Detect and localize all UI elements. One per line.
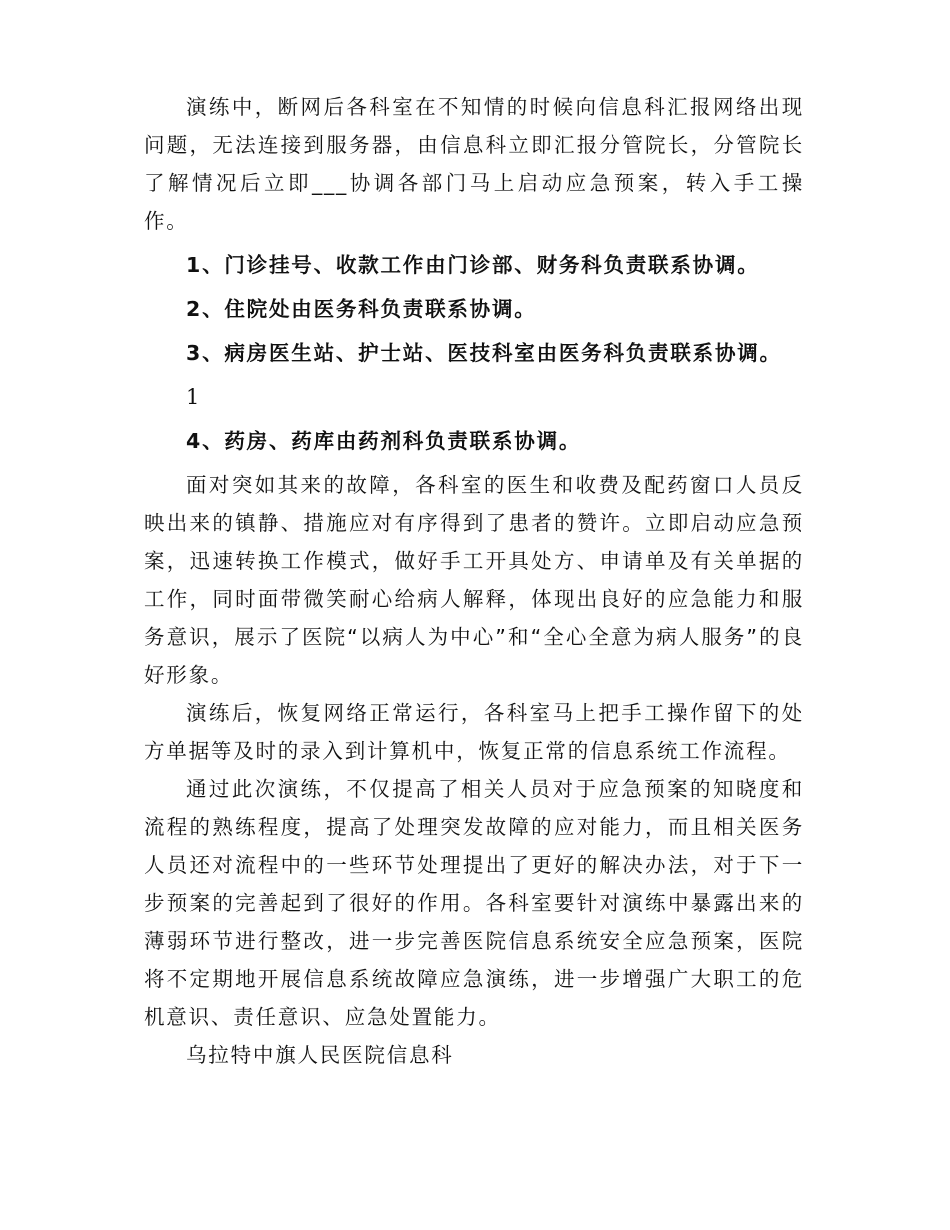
paragraph-drill-process: 演练中，断网后各科室在不知情的时候向信息科汇报网络出现问题，无法连接到服务器，由信息科立即汇报分管院长，分管院长了解情况后立即___协调各部门马上启动应急预案，转入手工操作。: [144, 95, 804, 233]
list-item-wards: 3、病房医生站、护士站、医技科室由医务科负责联系协调。: [186, 341, 782, 365]
paragraph-summary: 通过此次演练，不仅提高了相关人员对于应急预案的知晓度和流程的熟练程度，提高了处理突发故障的应对能力，而且相关医务人员还对流程中的一些环节处理提出了更好的解决办法，对于下一步预案的完善起到了很好的作用。各科室要针对演练中暴露出来的薄弱环节进行整改，进一步完善医院信息系统安全应急预案，医院将不定期地开展信息系统故障应急演练，进一步增强广大职工的危机意识、责任意识、应急处置能力。: [144, 777, 804, 1029]
paragraph-after-drill: 演练后，恢复网络正常运行，各科室马上把手工操作留下的处方单据等及时的录入到计算机中，恢复正常的信息系统工作流程。: [144, 701, 804, 763]
paragraph-response: 面对突如其来的故障，各科室的医生和收费及配药窗口人员反映出来的镇静、措施应对有序得到了患者的赞许。立即启动应急预案，迅速转换工作模式，做好手工开具处方、申请单及有关单据的工作，同时面带微笑耐心给病人解释，体现出良好的应急能力和服务意识，展示了医院“以病人为中心”和“全心全意为病人服务”的良好形象。: [144, 473, 804, 687]
list-item-inpatient: 2、住院处由医务科负责联系协调。: [186, 297, 537, 321]
list-item-outpatient: 1、门诊挂号、收款工作由门诊部、财务科负责联系协调。: [186, 253, 760, 277]
page-number: 1: [186, 385, 202, 409]
document-body: [144, 88, 804, 1074]
signature-department: 乌拉特中旗人民医院信息科: [186, 1043, 454, 1067]
list-item-pharmacy: 4、药房、药库由药剂科负责联系协调。: [186, 429, 582, 453]
